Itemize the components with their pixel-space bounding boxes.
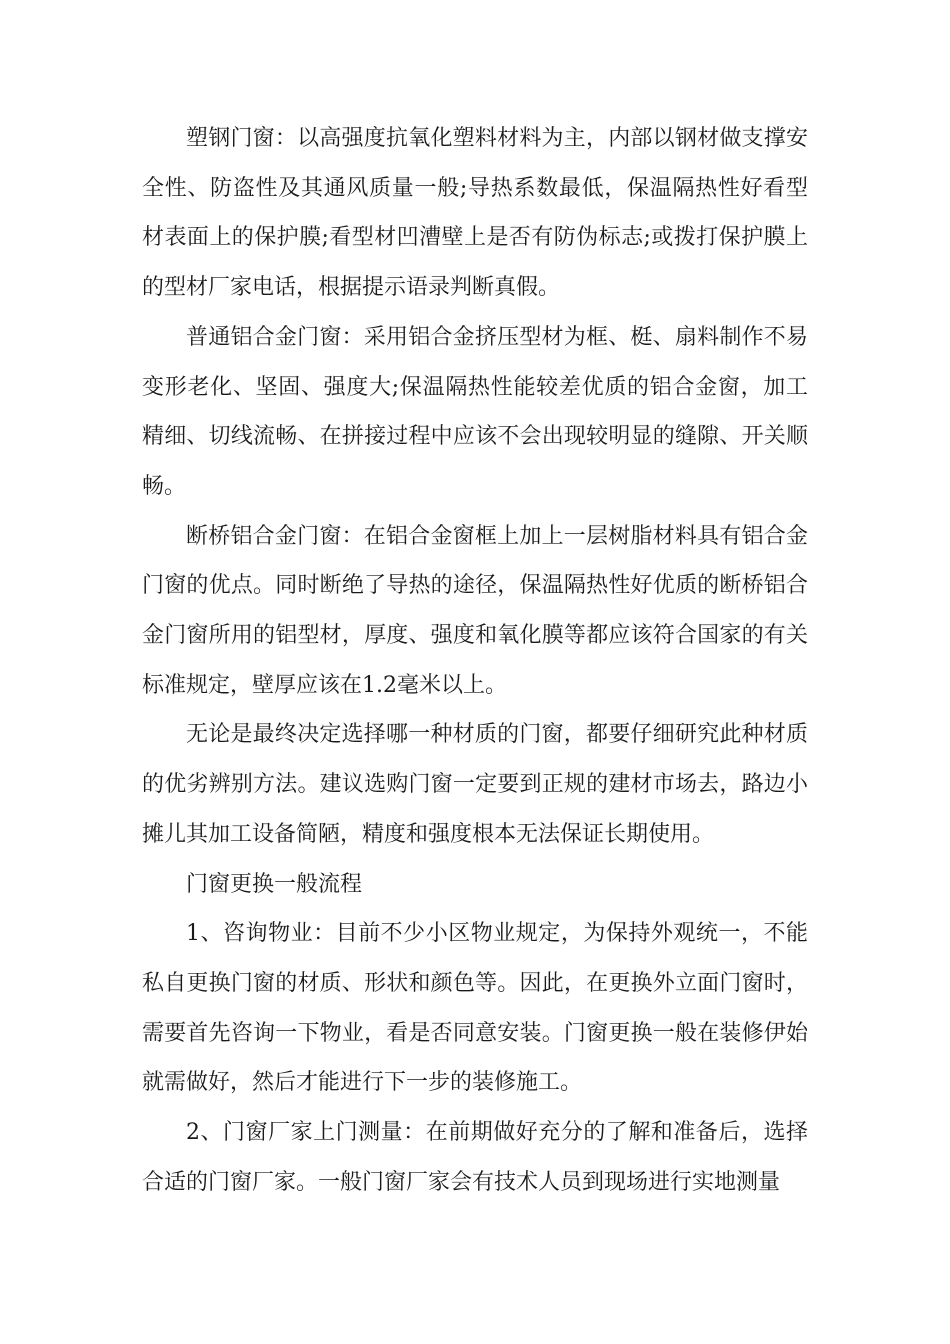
paragraph-material-selection-advice: 无论是最终决定选择哪一种材质的门窗，都要仔细研究此种材质的优劣辨别方法。建议选购门窗一定要到正规的建材市场去，路边小摊儿其加工设备简陋，精度和强度根本无法保证长期使用。 xyxy=(142,722,808,847)
paragraph-plastic-steel-windows: 塑钢门窗：以高强度抗氧化塑料材料为主，内部以钢材做支撑安全性、防盗性及其通风质量一般;导热系数最低，保温隔热性好看型材表面上的保护膜;看型材凹漕壁上是否有防伪标志;或拨打保护膜上的型材厂家电话，根据提示语录判断真假。 xyxy=(142,126,808,301)
paragraph-step-consult-property: 1、咨询物业：目前不少小区物业规定，为保持外观统一，不能私自更换门窗的材质、形状和颜色等。因此，在更换外立面门窗时，需要首先咨询一下物业，看是否同意安装。门窗更换一般在装修伊始就需做好，然后才能进行下一步的装修施工。 xyxy=(142,921,808,1096)
paragraph-step-onsite-measurement: 2、门窗厂家上门测量：在前期做好充分的了解和准备后，选择合适的门窗厂家。一般门窗厂家会有技术人员到现场进行实地测量 xyxy=(142,1120,808,1195)
paragraph-aluminum-alloy-windows: 普通铝合金门窗：采用铝合金挤压型材为框、梃、扇料制作不易变形老化、坚固、强度大;保温隔热性能较差优质的铝合金窗，加工精细、切线流畅、在拼接过程中应该不会出现较明显的缝隙、开关顺畅。 xyxy=(142,324,808,499)
paragraph-broken-bridge-aluminum-windows: 断桥铝合金门窗：在铝合金窗框上加上一层树脂材料具有铝合金门窗的优点。同时断绝了导热的途径，保温隔热性好优质的断桥铝合金门窗所用的铝型材，厚度、强度和氧化膜等都应该符合国家的有关标准规定，壁厚应该在1.2毫米以上。 xyxy=(142,523,808,698)
document-body xyxy=(142,114,808,1207)
section-heading-replacement-process: 门窗更换一般流程 xyxy=(186,871,363,897)
